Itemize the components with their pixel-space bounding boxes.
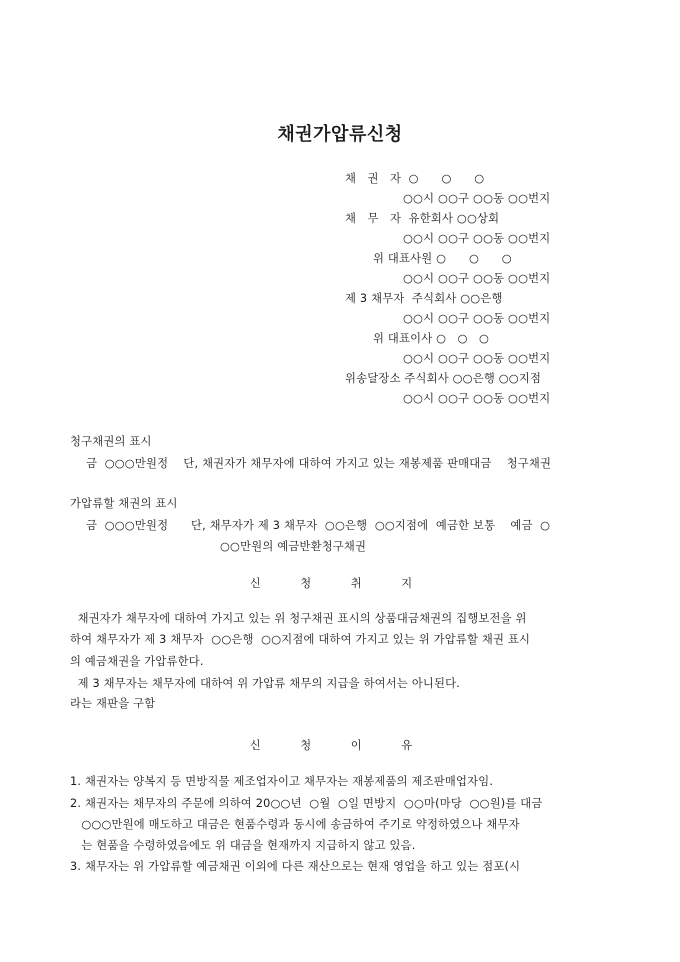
claim-heading: 청구채권의 표시: [70, 435, 152, 448]
reason-line: ○○○만원에 매도하고 대금은 현품수령과 동시에 송금하여 주기로 약정하였으나 채무자: [70, 818, 520, 831]
purpose-line: 채권자가 채무자에 대하여 가지고 있는 위 청구채권 표시의 상품대금채권의 집행보전을 위: [70, 612, 527, 625]
reason-line: 1. 채권자는 양복지 등 면방직물 제조업자이고 채무자는 재봉제품의 제조판매업자임.: [70, 775, 494, 788]
service-location-line: 위송달장소 주식회사 ○○은행 ○○지점: [345, 372, 542, 385]
creditor-address: ○○시 ○○구 ○○동 ○○번지: [403, 192, 551, 205]
claim-line: 금 ○○○만원정 단, 채권자가 채무자에 대하여 가지고 있는 재봉제품 판매대금 청구채권: [86, 457, 552, 470]
creditor-line: 채 권 자 ○ ○ ○: [345, 172, 485, 185]
third-debtor-address: ○○시 ○○구 ○○동 ○○번지: [403, 312, 551, 325]
reason-heading: 신 청 이 유: [249, 739, 431, 752]
purpose-line: 의 예금채권을 가압류한다.: [70, 655, 204, 668]
document-title: 채권가압류신청: [277, 124, 403, 145]
purpose-heading: 신 청 취 지: [249, 577, 431, 590]
third-debtor-line: 제 3 채무자 주식회사 ○○은행: [345, 292, 503, 305]
debtor-representative-address: ○○시 ○○구 ○○동 ○○번지: [403, 272, 551, 285]
attach-line-1: 금 ○○○만원정 단, 채무자가 제 3 채무자 ○○은행 ○○지점에 예금한 보통 예금 ○: [86, 519, 551, 532]
third-debtor-representative-line: 위 대표이사 ○ ○ ○: [373, 332, 490, 345]
debtor-representative-line: 위 대표사원 ○ ○ ○: [373, 252, 512, 265]
service-location-address: ○○시 ○○구 ○○동 ○○번지: [403, 392, 551, 405]
purpose-line: 제 3 채무자는 채무자에 대하여 위 가압류 채무의 지급을 하여서는 아니된다.: [70, 677, 461, 690]
reason-line: 3. 채무자는 위 가압류할 예금채권 이외에 다른 재산으로는 현재 영업을 하고 있는 점포(시: [70, 860, 521, 873]
debtor-address: ○○시 ○○구 ○○동 ○○번지: [403, 232, 551, 245]
reason-line: 는 현품을 수령하였음에도 위 대금을 현재까지 지급하지 않고 있음.: [70, 839, 416, 852]
attach-heading: 가압류할 채권의 표시: [70, 497, 178, 510]
purpose-line: 하여 채무자가 제 3 채무자 ○○은행 ○○지점에 대하여 가지고 있는 위 가압류할 채권 표시: [70, 633, 531, 646]
third-debtor-representative-address: ○○시 ○○구 ○○동 ○○번지: [403, 352, 551, 365]
attach-line-2: ○○만원의 예금반환청구채권: [220, 540, 367, 553]
reason-line: 2. 채권자는 채무자의 주문에 의하여 20○○년 ○월 ○일 면방지 ○○마(마당 ○○원)를 대금: [70, 797, 543, 810]
purpose-line: 라는 재판을 구함: [70, 697, 156, 710]
debtor-line: 채 무 자 유한회사 ○○상회: [345, 212, 500, 225]
